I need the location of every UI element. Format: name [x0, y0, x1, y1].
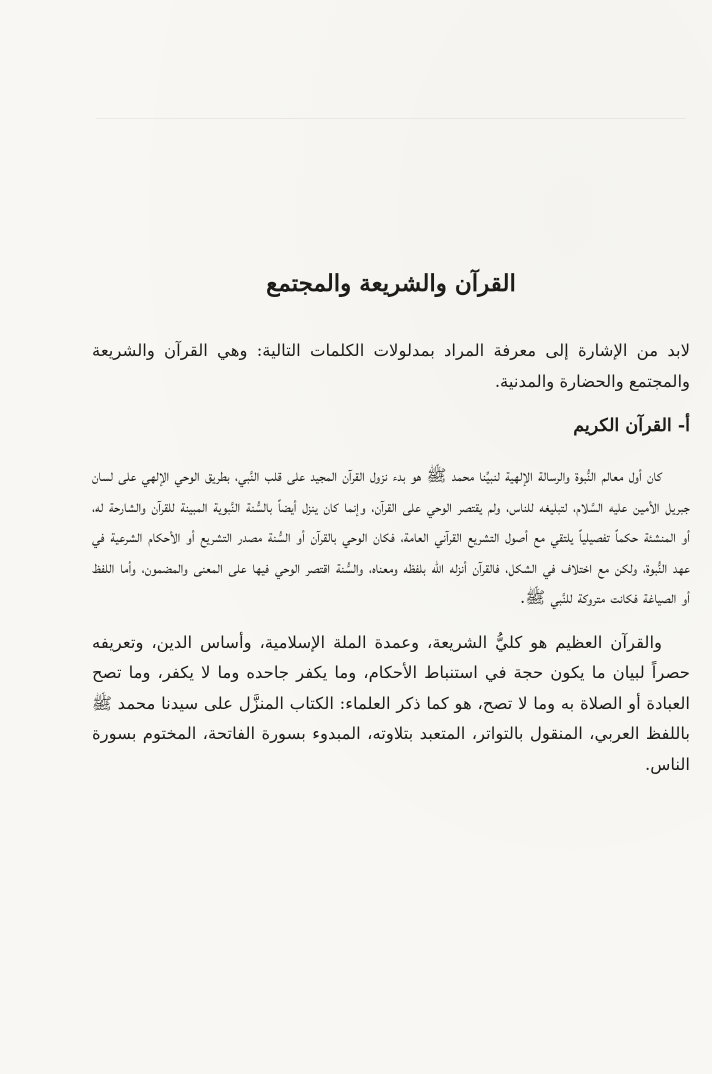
section-heading: أ- القرآن الكريم — [573, 416, 690, 436]
intro-paragraph: لابد من الإشارة إلى معرفة المراد بمدلولات الكلمات التالية: وهي القرآن والشريعة والمجتمع والحضارة والمدنية. — [92, 341, 690, 391]
page-content — [92, 268, 690, 794]
chapter-title: القرآن والشريعة والمجتمع — [266, 270, 516, 297]
body-paragraph-1: كان أول معالم النُّبوة والرسالة الإلهية لنبيِّنا محمد ﷺ هو بدء نزول القرآن المجيد على قلب النَّبي، بطريق الوحي الإلهي على لسان جبريل الأمين عليه السَّلام، لتبليغه للناس، ولم يقتصر الوحي على القرآن، وإنما كان ينزل أيضاً بالسُّنة النَّبوية المبينة للقرآن والشارحة له، أو المنشئة حكماً تفصيلياً يلتقي مع أصول التشريع القرآني العامة، فكان الوحي بالقرآن أو السُّنة مصدر التشريع أو الأحكام الشرعية في عهد النُّبوة، ولكن مع اختلاف في الشكل، فالقرآن أنزله الله بلفظه ومعناه، والسُّنة اقتصر الوحي فيها على المعنى والمضمون، وأما اللفظ أو الصياغة فكانت متروكة للنَّبي ﷺ. — [92, 466, 690, 607]
body-paragraph-2: والقرآن العظيم هو كليُّ الشريعة، وعمدة الملة الإسلامية، وأساس الدين، وتعريفه حصراً لبيان ما يكون حجة في استنباط الأحكام، وما يكفر جاحده وما لا يكفر، وما تصح العبادة أو الصلاة به وما لا تصح، هو كما ذكر العلماء: الكتاب المنزَّل على سيدنا محمد ﷺ باللفظ العربي، المنقول بالتواتر، المتعبد بتلاوته، المبدوء بسورة الفاتحة، المختوم بسورة الناس. — [92, 632, 690, 774]
bleed-through-rule — [96, 118, 686, 119]
